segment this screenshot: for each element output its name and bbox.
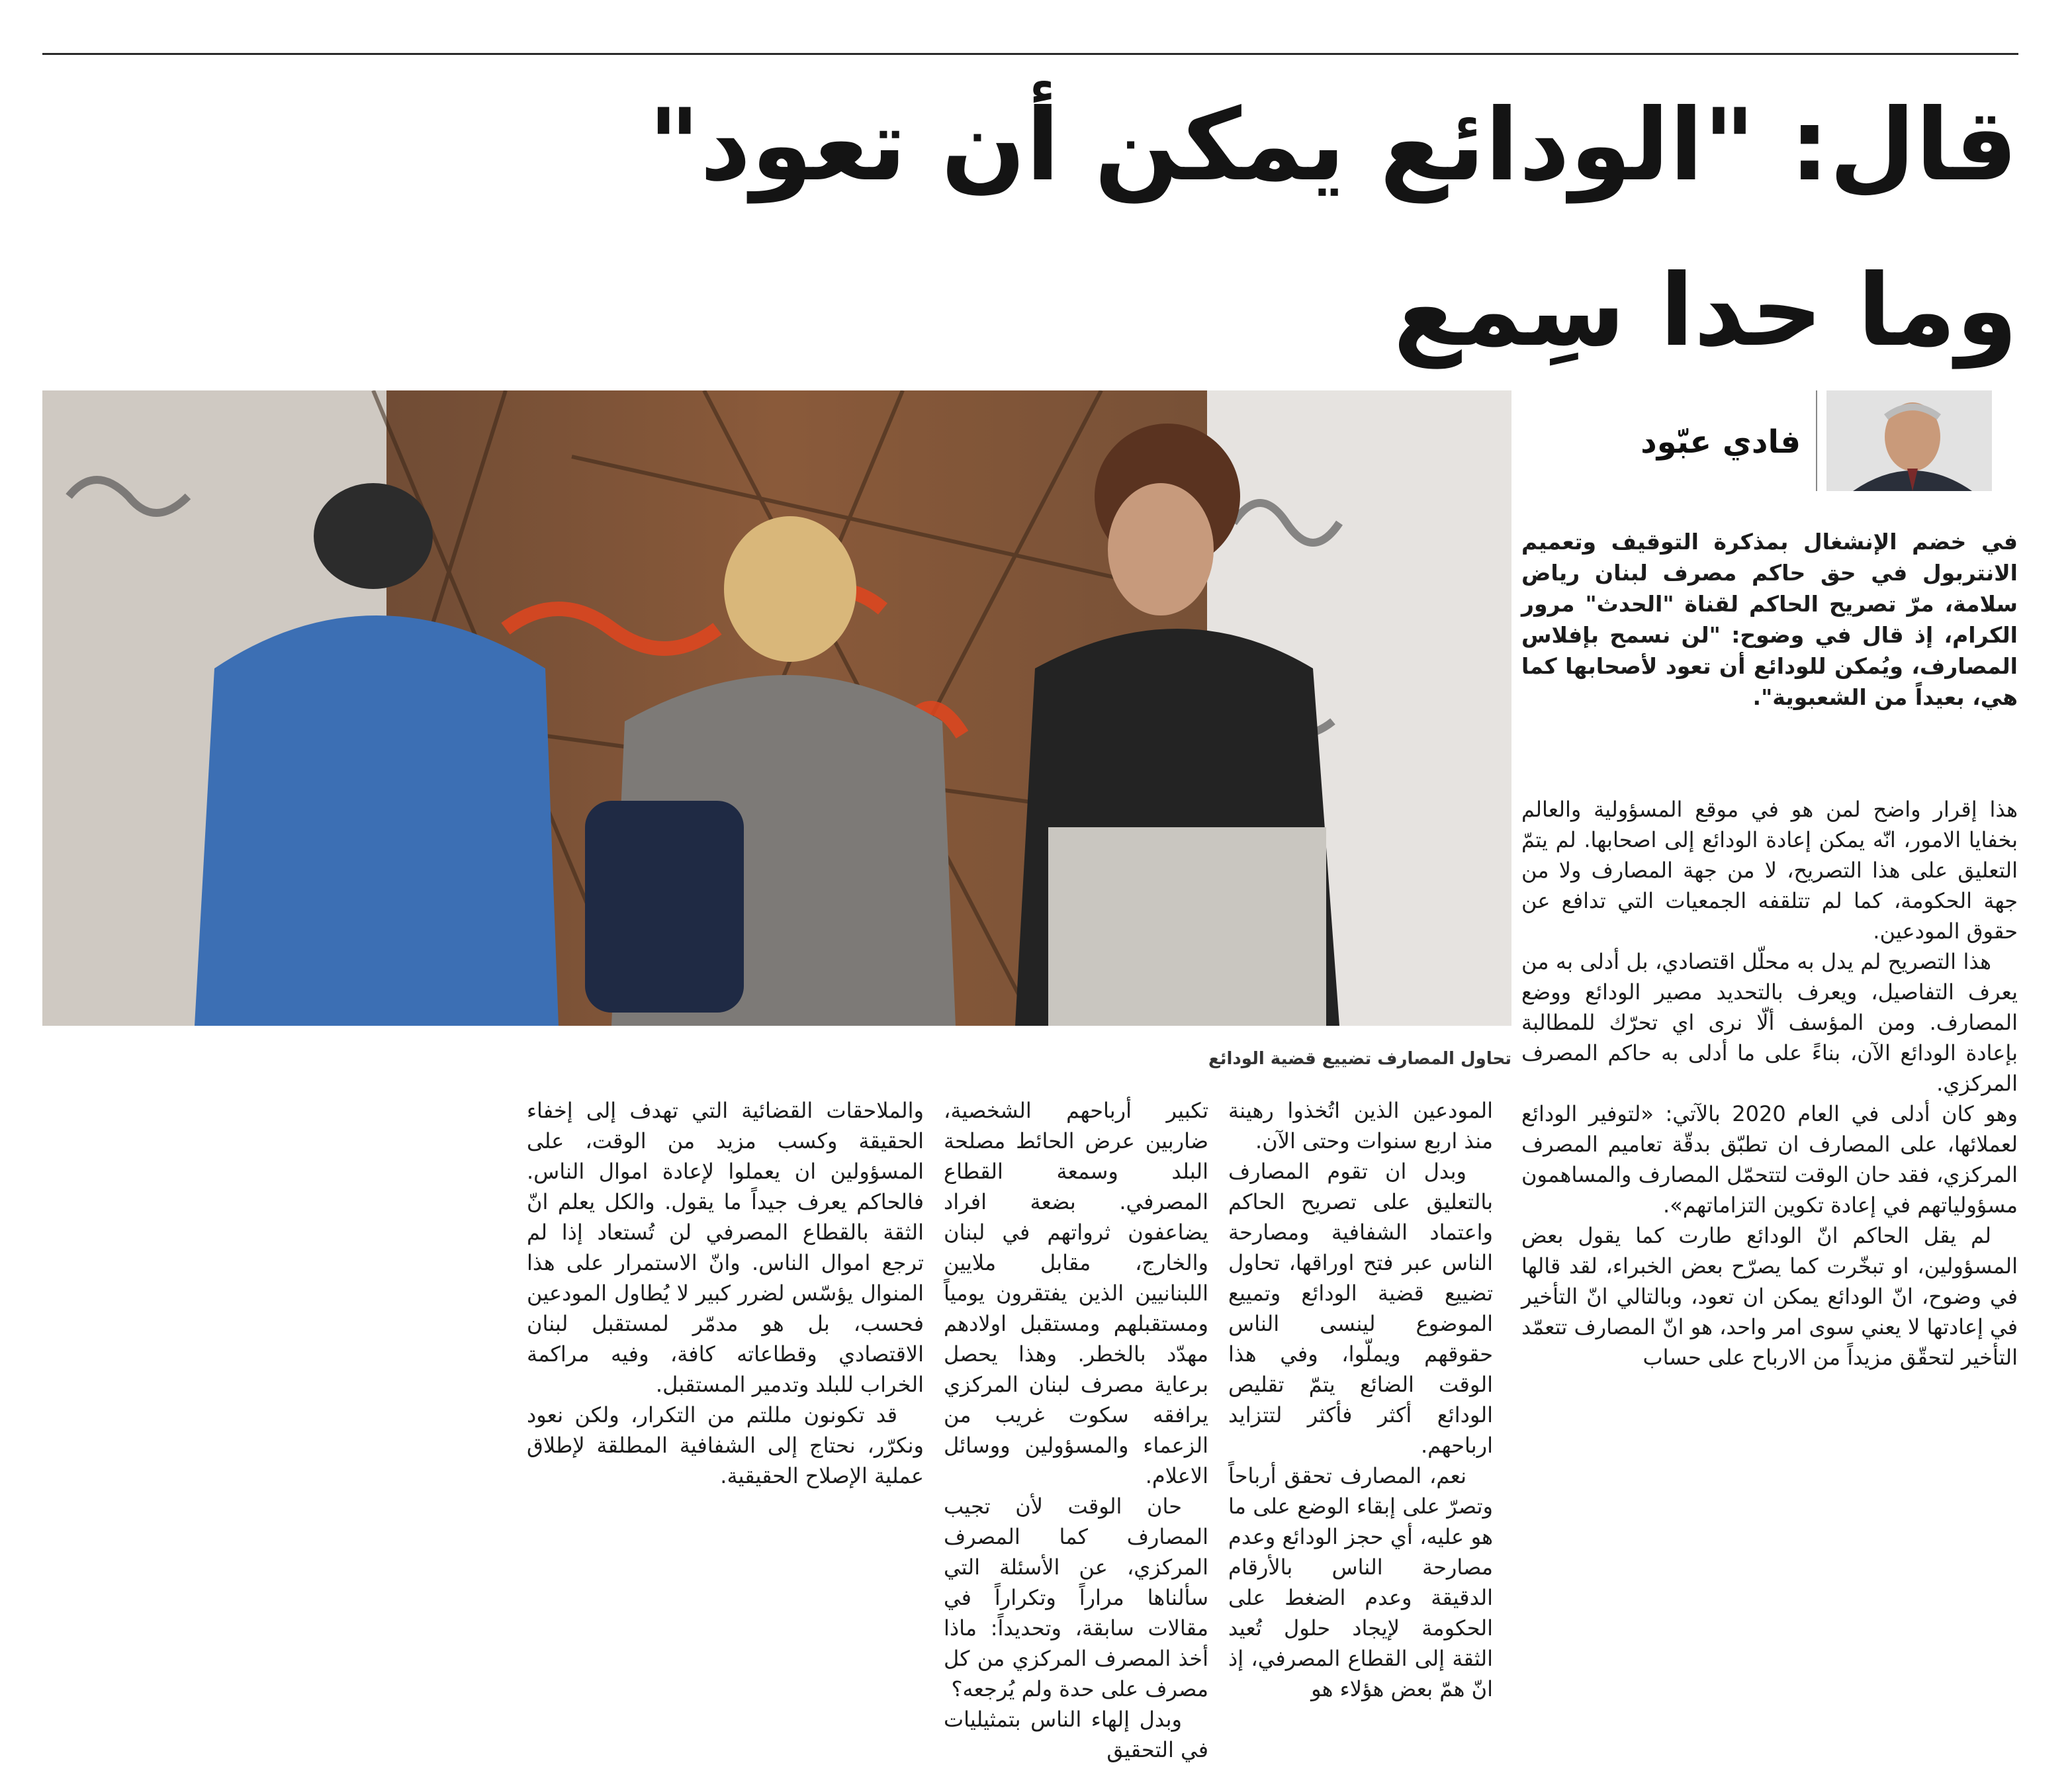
paragraph: تكبير أرباحهم الشخصية، ضاربين عرض الحائط مصلحة البلد وسمعة القطاع المصرفي. بضعة افراد يضاعفون ثرواتهم في لبنان والخارج، مقابل ملايين اللبنانيين الذين يفتقرون يومياً ومستقبلهم ومستقبل اولادهم مهدّد بالخطر. وهذا يحصل برعاية مصرف لبنان المركزي يرافقه سكوت غريب من الزعماء والمسؤولين ووسائل الاعلام. (944, 1098, 1208, 1488)
paragraph: هذا إقرار واضح لمن هو في موقع المسؤولية والعالم بخفايا الامور، انّه يمكن إعادة الودائع إلى اصحابها. لم يتمّ التعليق على هذا التصريح، لا من جهة المصارف ولا من جهة الحكومة، كما لم تتلقفه الجمعيات التي تدافع عن حقوق المودعين. (1521, 797, 2018, 944)
headline-line-1: قال: "الودائع يمكن أن تعود" (648, 88, 2018, 203)
top-rule (42, 53, 2018, 55)
paragraph: قد تكونون مللتم من التكرار، ولكن نعود ونكرّر، نحتاج إلى الشفافية المطلقة لإطلاق عملية الإصلاح الحقيقية. (527, 1402, 924, 1488)
paragraph: حان الوقت لأن تجيب المصارف كما المصرف المركزي، عن الأسئلة التي سألناها مراراً وتكراراً في مقالات سابقة، وتحديداً: ماذا أخذ المصرف المركزي من كل مصرف على حدة ولم يُرجعه؟ (944, 1494, 1208, 1701)
author-portrait (1826, 390, 1992, 491)
article-column-4 (527, 1095, 924, 1491)
photo-caption: تحاول المصارف تضييع قضية الودائع (1208, 1049, 1511, 1069)
paragraph: والملاحقات القضائية التي تهدف إلى إخفاء الحقيقة وكسب مزيد من الوقت، على المسؤولين ان يعملوا لإعادة اموال الناس. فالحاكم يعرف جيداً ما يقول. والكل يعلم انّ الثقة بالقطاع المصرفي لن تُستعاد إذا لم ترجع اموال الناس. وانّ الاستمرار على هذا المنوال يؤسّس لضرر كبير لا يُطاول المودعين فحسب، بل هو مدمّر لمستقبل لبنان الاقتصادي وقطاعاته كافة، وفيه مراكمة الخراب للبلد وتدمير المستقبل. (527, 1098, 924, 1397)
author-name: فادي عبّود (1641, 424, 1801, 461)
paragraph: المودعين الذين اتُخذوا رهينة منذ اربع سنوات وحتى الآن. (1228, 1098, 1493, 1154)
author-avatar (1826, 390, 1992, 491)
headline-line-2: وما حدا سِمع (1393, 253, 2018, 369)
paragraph: وبدل إلهاء الناس بتمثيليات في التحقيق (944, 1707, 1208, 1762)
author-divider (1816, 390, 1817, 491)
article-photo (42, 390, 1511, 1026)
paragraph: هذا التصريح لم يدل به محلّل اقتصادي، بل أدلى به من يعرف التفاصيل، ويعرف بالتحديد مصير الودائع ووضع المصارف. ومن المؤسف ألّا نرى اي تحرّك للمطالبة بإعادة الودائع الآن، بناءً على ما أدلى به حاكم المصرف المركزي. (1521, 949, 2018, 1096)
protest-photo-illustration (42, 390, 1511, 1026)
headline (99, 63, 2018, 394)
article-column-1 (1521, 794, 2018, 1373)
article-column-3 (944, 1095, 1208, 1765)
paragraph: نعم، المصارف تحقق أرباحاً وتصرّ على إبقاء الوضع على ما هو عليه، أي حجز الودائع وعدم مصارحة الناس بالأرقام الدقيقة وعدم الضغط على الحكومة لإيجاد حلول تُعيد الثقة إلى القطاع المصرفي، إذ انّ همّ بعض هؤلاء هو (1228, 1463, 1493, 1701)
article-column-2 (1228, 1095, 1493, 1704)
paragraph: وبدل ان تقوم المصارف بالتعليق على تصريح الحاكم واعتماد الشفافية ومصارحة الناس عبر فتح اوراقها، تحاول تضييع قضية الودائع وتمييع الموضوع لينسى الناس حقوقهم ويملّوا، وفي هذا الوقت الضائع يتمّ تقليص الودائع أكثر فأكثر لتتزايد ارباحهم. (1228, 1159, 1493, 1458)
paragraph: لم يقل الحاكم انّ الودائع طارت كما يقول بعض المسؤولين، او تبخّرت كما يصرّح بعض الخبراء، لقد قالها في وضوح، انّ الودائع يمكن ان تعود، وبالتالي انّ التأخير في إعادتها لا يعني سوى امر واحد، هو انّ المصارف تتعمّد التأخير لتحقّق مزيداً من الارباح على حساب (1521, 1223, 2018, 1370)
article-lead: في خضم الإنشغال بمذكرة التوقيف وتعميم الانتربول في حق حاكم مصرف لبنان رياض سلامة، مرّ تصريح الحاكم لقناة "الحدث" مرور الكرام، إذ قال في وضوح: "لن نسمح بإفلاس المصارف، ويُمكن للودائع أن تعود لأصحابها كما هي، بعيداً من الشعبوية". (1521, 529, 2018, 710)
paragraph: وهو كان أدلى في العام 2020 بالآتي: «لتوفير الودائع لعملائها، على المصارف ان تطبّق بدقّة تعاميم المصرف المركزي، فقد حان الوقت لتتحمّل المصارف والمساهمون مسؤولياتهم في إعادة تكوين التزاماتهم». (1521, 1101, 2018, 1218)
